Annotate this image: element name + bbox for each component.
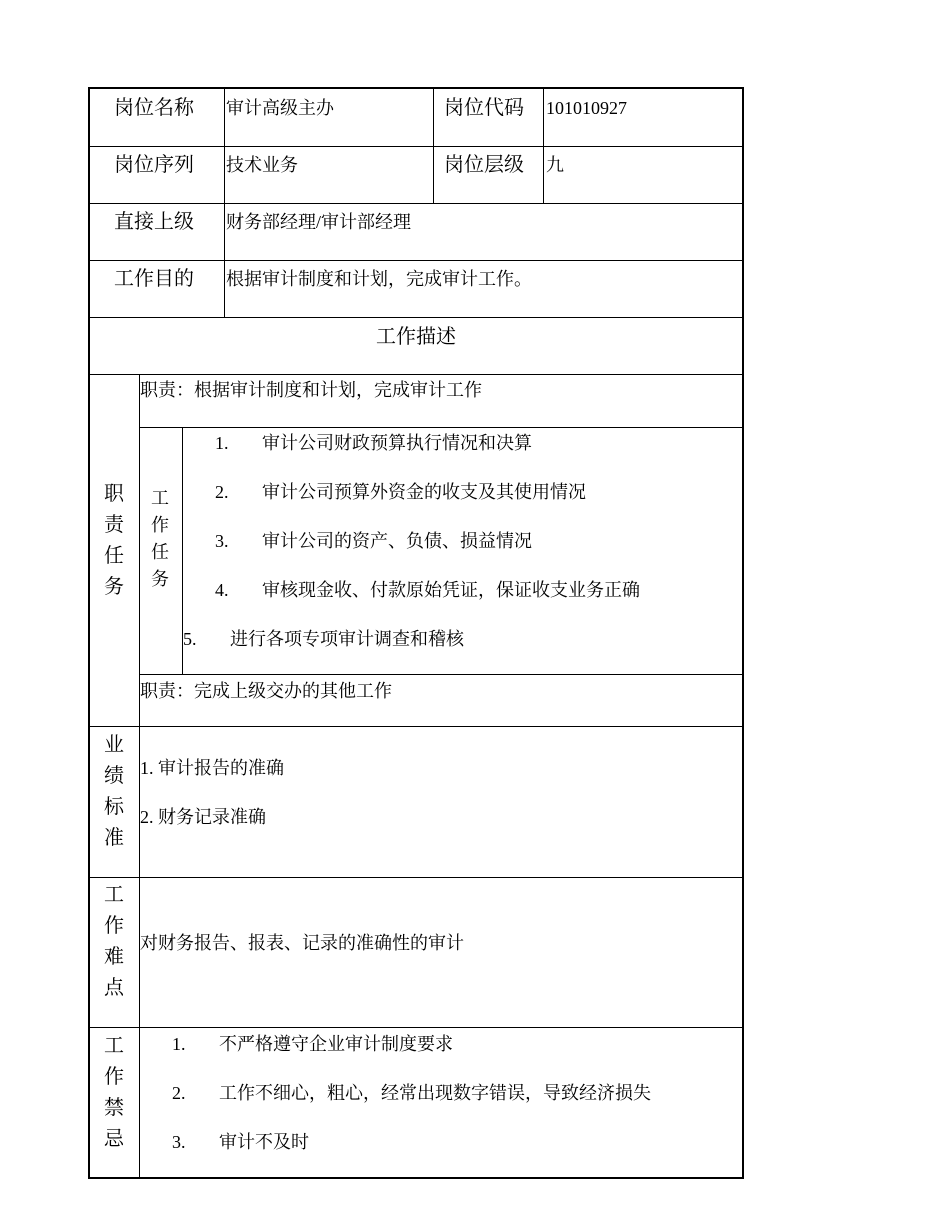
prohibition-number: 1. [172, 1034, 186, 1054]
tasks-label-char: 务 [151, 569, 169, 589]
post-level-label: 岗位层级 [444, 154, 524, 176]
rule-row4 [88, 317, 744, 318]
prohibitions-label-char: 禁 [104, 1097, 124, 1119]
rule-row3 [88, 260, 744, 261]
rule-performance-end [88, 877, 744, 878]
post-sequence-label: 岗位序列 [114, 154, 194, 176]
difficulty-label-char: 工 [104, 884, 124, 906]
difficulty-label-char: 难 [104, 946, 124, 968]
border-left [88, 87, 90, 1179]
duties-label-char: 任 [104, 545, 124, 567]
task-text: 审计公司财政预算执行情况和决算 [262, 433, 532, 453]
rule-row1 [88, 146, 744, 147]
performance-label-char: 标 [104, 796, 124, 818]
difficulty-label-char: 作 [104, 915, 124, 937]
tasks-label-char: 作 [151, 515, 169, 535]
difficulty-label-char: 点 [104, 977, 124, 999]
task-number: 2. [215, 482, 229, 502]
prohibition-text: 不严格遵守企业审计制度要求 [219, 1034, 453, 1054]
post-level-value: 九 [546, 155, 564, 175]
task-text: 审计公司预算外资金的收支及其使用情况 [262, 482, 586, 502]
tasks-label [140, 485, 180, 593]
task-number: 5. [183, 629, 197, 649]
duty-2: 职责：完成上级交办的其他工作 [140, 681, 392, 701]
task-text: 审计公司的资产、负债、损益情况 [262, 531, 532, 551]
post-sequence-value: 技术业务 [226, 155, 298, 175]
prohibitions-label [89, 1031, 139, 1155]
rule-desc-title [88, 374, 744, 375]
performance-label-char: 绩 [104, 765, 124, 787]
border-bottom [88, 1177, 744, 1179]
duties-label [89, 479, 139, 603]
prohibitions-label-char: 忌 [104, 1128, 124, 1150]
task-text: 审核现金收、付款原始凭证，保证收支业务正确 [262, 580, 640, 600]
col-divider-right [543, 87, 544, 204]
superior-label: 直接上级 [114, 211, 194, 233]
duties-label-char: 责 [104, 514, 124, 536]
task-text: 进行各项专项审计调查和稽核 [230, 629, 464, 649]
performance-item: 1. 审计报告的准确 [140, 758, 284, 778]
rule-row2 [88, 203, 744, 204]
performance-item: 2. 财务记录准确 [140, 807, 266, 827]
performance-label [89, 730, 139, 854]
superior-value: 财务部经理/审计部经理 [226, 212, 411, 232]
difficulty-label [89, 880, 139, 1004]
rule-difficulty-end [88, 1027, 744, 1028]
prohibition-text: 工作不细心，粗心，经常出现数字错误，导致经济损失 [219, 1083, 651, 1103]
post-name-label: 岗位名称 [114, 97, 194, 119]
prohibitions-label-char: 作 [104, 1066, 124, 1088]
prohibitions-label-char: 工 [104, 1035, 124, 1057]
performance-label-char: 业 [104, 734, 124, 756]
tasks-label-char: 工 [151, 488, 169, 508]
task-number: 4. [215, 580, 229, 600]
border-top [88, 87, 744, 89]
border-right [742, 87, 744, 1179]
col-divider-label [224, 87, 225, 318]
rule-tasks-end [139, 674, 744, 675]
task-number: 1. [215, 433, 229, 453]
post-code-value: 101010927 [546, 98, 627, 118]
post-code-label: 岗位代码 [444, 97, 524, 119]
performance-label-char: 准 [104, 827, 124, 849]
task-number: 3. [215, 531, 229, 551]
rule-duty1-end [139, 427, 744, 428]
duties-label-char: 职 [104, 483, 124, 505]
purpose-value: 根据审计制度和计划，完成审计工作。 [226, 269, 532, 289]
prohibition-number: 2. [172, 1083, 186, 1103]
purpose-label: 工作目的 [114, 268, 194, 290]
duties-label-char: 务 [104, 576, 124, 598]
description-title: 工作描述 [376, 326, 456, 348]
post-name-value: 审计高级主办 [226, 98, 334, 118]
col-divider-mid [433, 87, 434, 204]
rule-duties-end [88, 726, 744, 727]
difficulty-text: 对财务报告、报表、记录的准确性的审计 [140, 933, 464, 953]
prohibition-text: 审计不及时 [219, 1132, 309, 1152]
prohibition-number: 3. [172, 1132, 186, 1152]
duty-1: 职责：根据审计制度和计划，完成审计工作 [140, 380, 482, 400]
tasks-label-char: 任 [151, 542, 169, 562]
